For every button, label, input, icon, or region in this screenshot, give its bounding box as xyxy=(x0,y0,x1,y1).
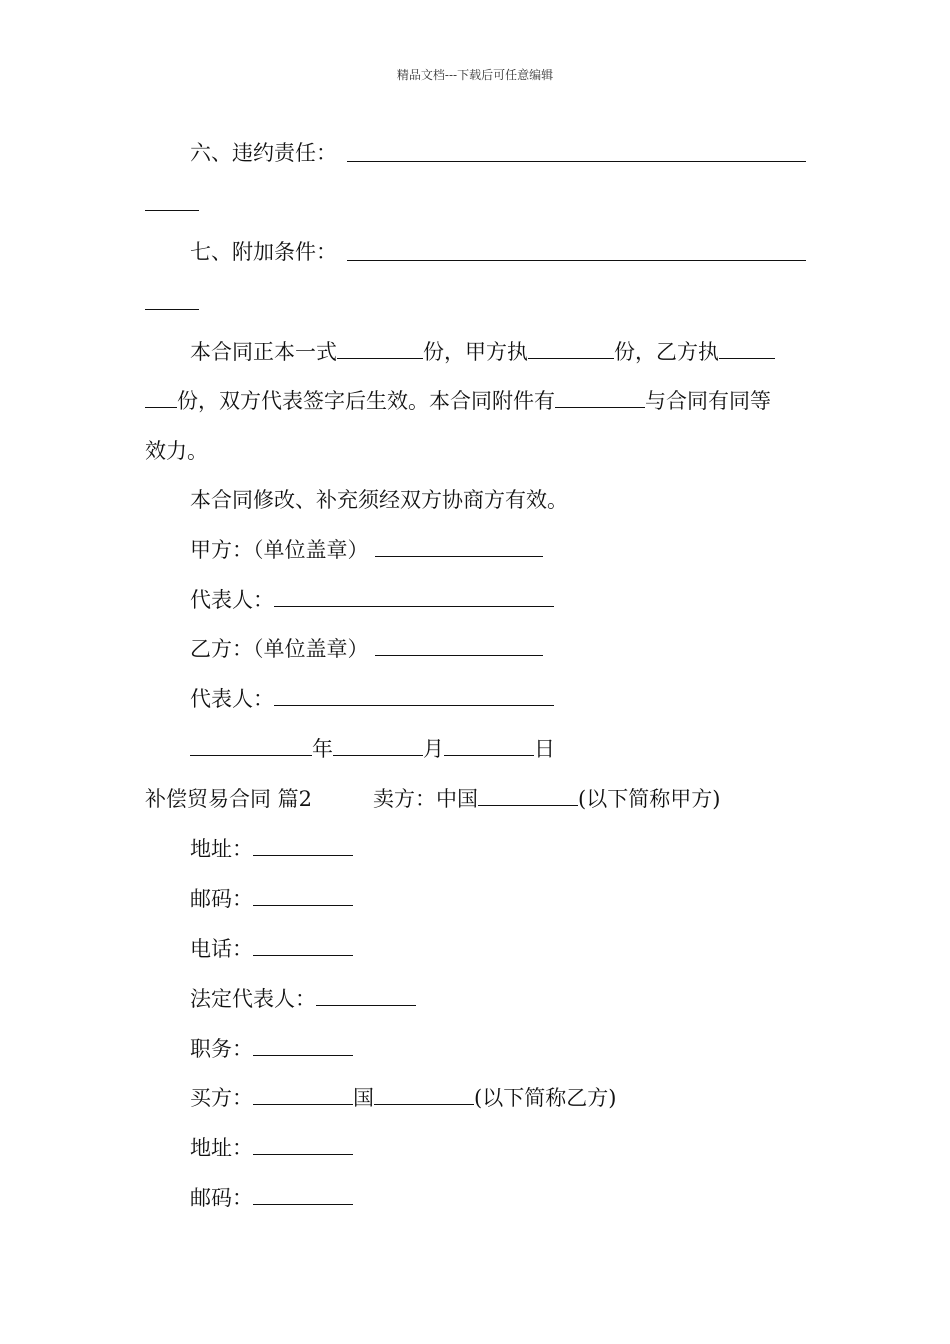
legal-rep-blank[interactable] xyxy=(316,984,416,1006)
seller-phone-label: 电话： xyxy=(190,937,253,961)
seller-address-label: 地址： xyxy=(190,837,253,861)
rep-b-blank[interactable] xyxy=(274,684,554,706)
party-a-label: 甲方：（单位盖章） xyxy=(190,538,369,562)
copies-text-1: 本合同正本一式 xyxy=(190,340,337,364)
buyer-address-label: 地址： xyxy=(190,1136,253,1160)
seller-address-line xyxy=(190,834,353,864)
position-label: 职务： xyxy=(190,1037,253,1061)
buyer-suffix: (以下简称乙方) xyxy=(474,1086,617,1110)
party-b-line xyxy=(190,634,543,664)
year-blank[interactable] xyxy=(190,734,312,756)
party-a-line xyxy=(190,535,543,565)
copies-text-6: 效力。 xyxy=(145,439,208,463)
section-6-blank-cont[interactable] xyxy=(145,210,199,211)
seller-phone-blank[interactable] xyxy=(253,934,353,956)
day-label: 日 xyxy=(534,737,555,761)
month-blank[interactable] xyxy=(333,734,423,756)
section-7-blank[interactable] xyxy=(347,260,806,261)
copies-line-1 xyxy=(190,337,775,367)
copies-text-5: 与合同有同等 xyxy=(645,389,771,413)
buyer-name-blank[interactable] xyxy=(374,1083,474,1105)
contract2-title: 补偿贸易合同 篇2 xyxy=(145,787,313,811)
buyer-address-blank[interactable] xyxy=(253,1133,353,1155)
legal-rep-label: 法定代表人： xyxy=(190,987,316,1011)
party-b-copies-blank[interactable] xyxy=(719,337,775,359)
seller-name-blank[interactable] xyxy=(478,784,578,806)
year-label: 年 xyxy=(312,737,333,761)
copies-total-blank[interactable] xyxy=(337,337,423,359)
rep-a-blank[interactable] xyxy=(274,585,554,607)
buyer-zip-line xyxy=(190,1183,353,1213)
seller-address-blank[interactable] xyxy=(253,834,353,856)
rep-b-line xyxy=(190,684,554,714)
copies-line-2 xyxy=(145,386,771,416)
legal-rep-line xyxy=(190,984,416,1014)
party-a-copies-blank[interactable] xyxy=(528,337,614,359)
amendment-clause: 本合同修改、补充须经双方协商方有效。 xyxy=(190,488,568,512)
rep-a-line xyxy=(190,585,554,615)
seller-suffix: (以下简称甲方) xyxy=(578,787,721,811)
party-b-seal-blank[interactable] xyxy=(375,634,543,656)
party-a-seal-blank[interactable] xyxy=(375,535,543,557)
section-6-blank[interactable] xyxy=(347,161,806,162)
seller-label: 卖方：中国 xyxy=(373,787,478,811)
party-b-copies-blank-cont[interactable] xyxy=(145,386,177,408)
buyer-address-line xyxy=(190,1133,353,1163)
copies-text-4: 份，双方代表签字后生效。本合同附件有 xyxy=(177,389,555,413)
buyer-line xyxy=(190,1083,616,1113)
buyer-zip-label: 邮码： xyxy=(190,1186,253,1210)
copies-text-3: 份，乙方执 xyxy=(614,340,719,364)
date-line xyxy=(190,734,555,764)
section-7-label: 七、附加条件： xyxy=(190,240,337,264)
rep-a-label: 代表人： xyxy=(190,588,274,612)
buyer-zip-blank[interactable] xyxy=(253,1183,353,1205)
copies-text-2: 份，甲方执 xyxy=(423,340,528,364)
buyer-label: 买方： xyxy=(190,1086,253,1110)
month-label: 月 xyxy=(423,737,444,761)
buyer-country-label: 国 xyxy=(353,1086,374,1110)
rep-b-label: 代表人： xyxy=(190,687,274,711)
seller-line xyxy=(373,784,720,814)
position-line xyxy=(190,1034,353,1064)
page-header: 精品文档---下载后可任意编辑 xyxy=(396,68,554,82)
party-b-label: 乙方：（单位盖章） xyxy=(190,637,369,661)
section-7-blank-cont[interactable] xyxy=(145,309,199,310)
attachments-blank[interactable] xyxy=(555,386,645,408)
section-6-label: 六、违约责任： xyxy=(190,141,337,165)
seller-zip-label: 邮码： xyxy=(190,887,253,911)
seller-zip-line xyxy=(190,884,353,914)
position-blank[interactable] xyxy=(253,1034,353,1056)
seller-phone-line xyxy=(190,934,353,964)
seller-zip-blank[interactable] xyxy=(253,884,353,906)
buyer-country-blank[interactable] xyxy=(253,1083,353,1105)
day-blank[interactable] xyxy=(444,734,534,756)
